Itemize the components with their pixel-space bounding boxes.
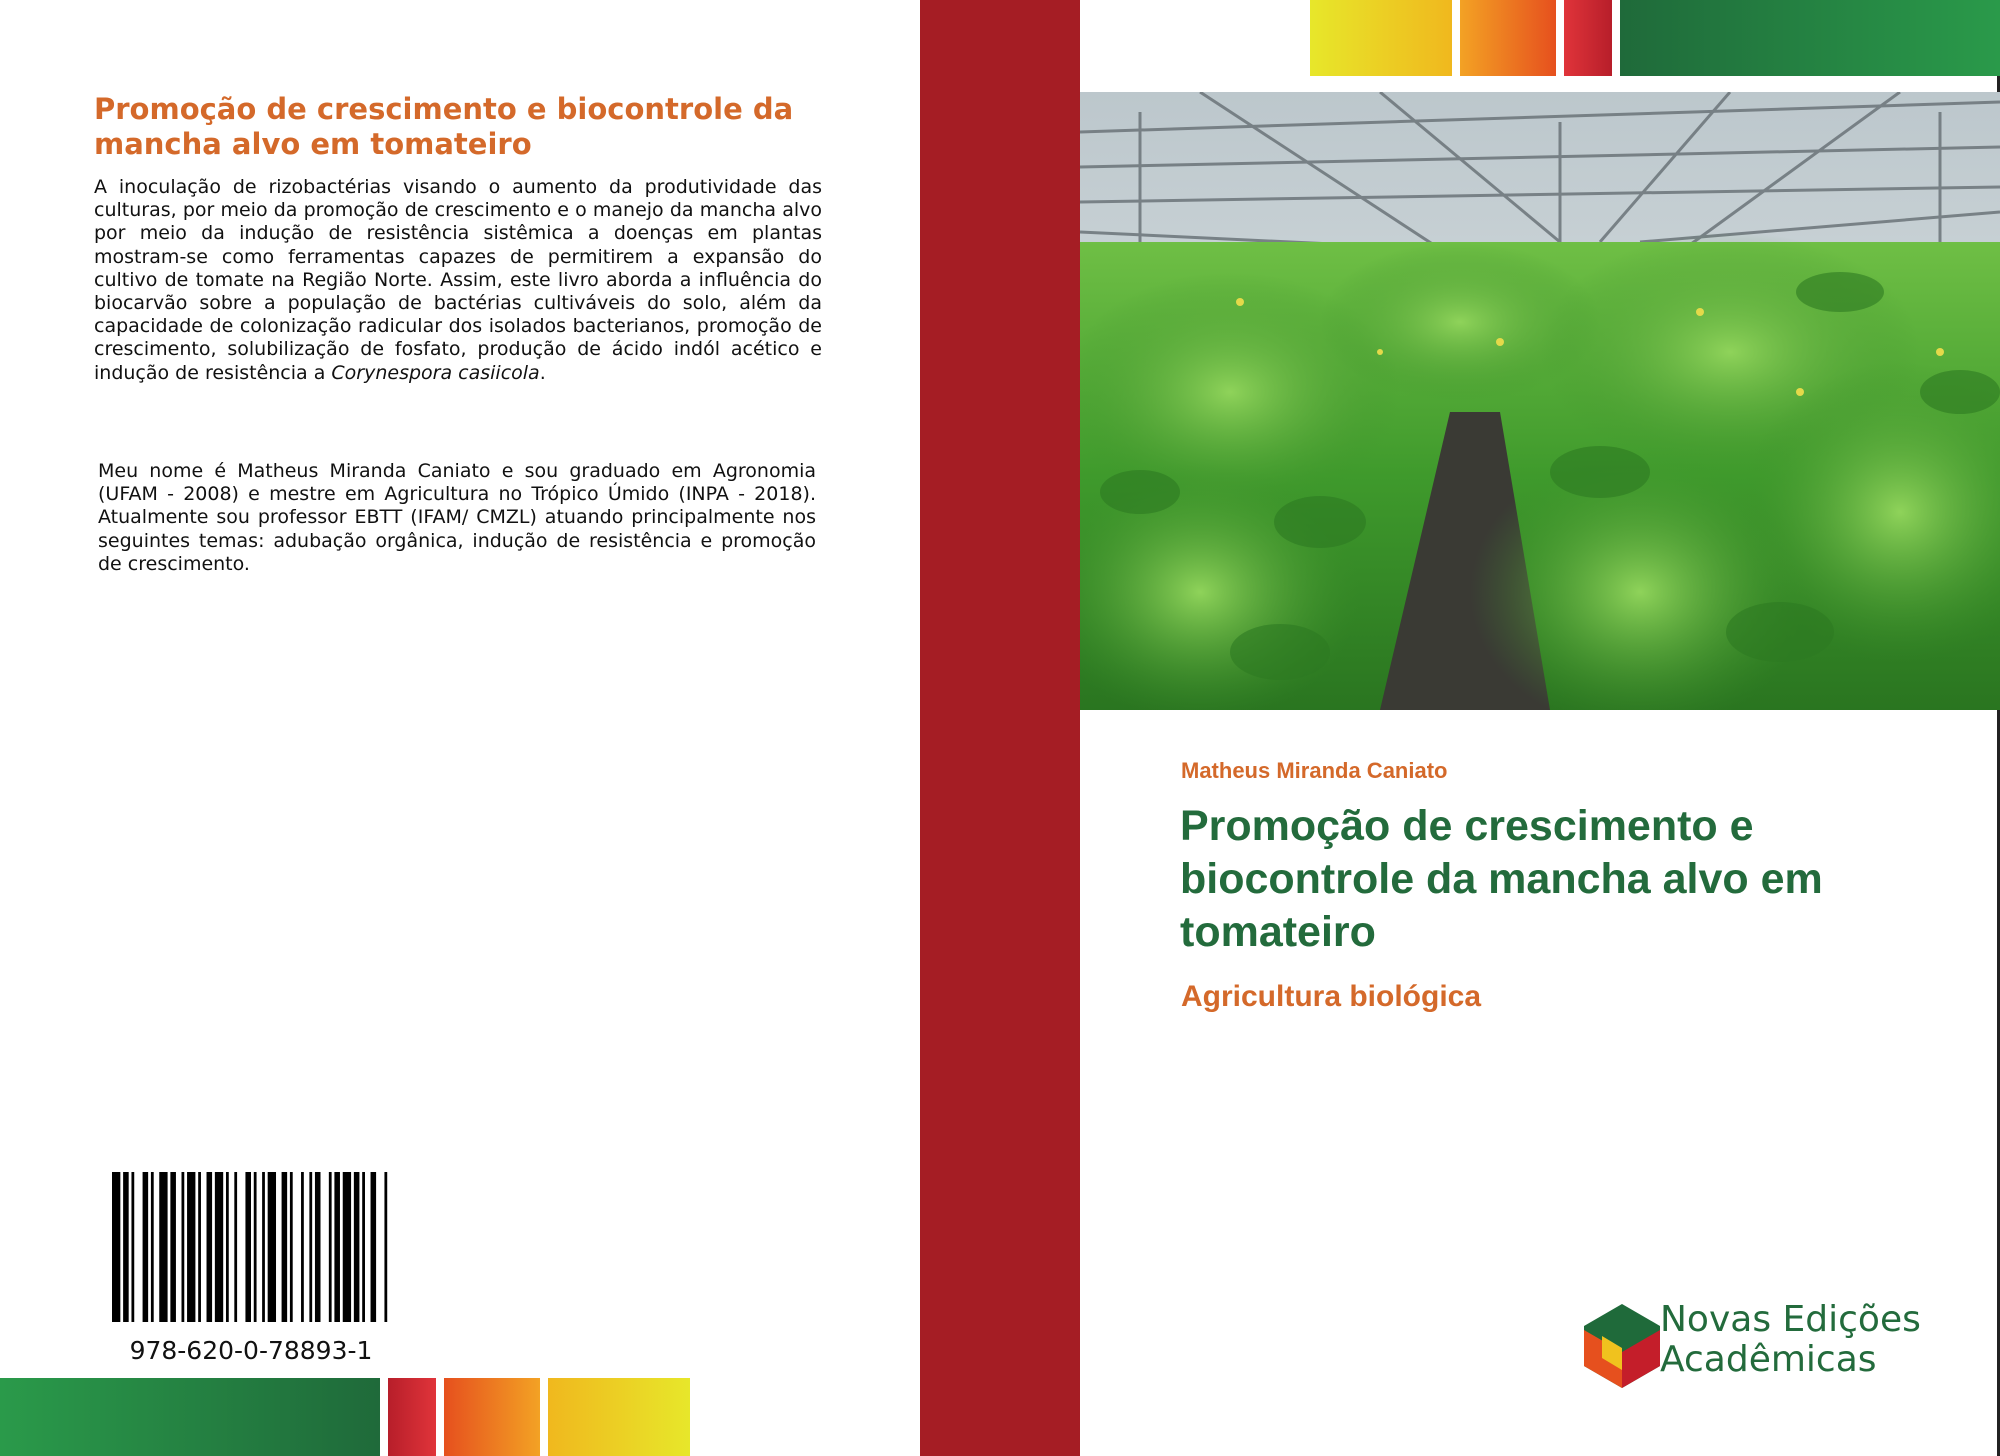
barcode-bar	[143, 1172, 149, 1322]
barcode-bar	[343, 1172, 351, 1322]
greenhouse-photo	[1080, 92, 2000, 710]
publisher-name-line1: Novas Edições	[1660, 1299, 1921, 1340]
barcode-bar	[290, 1172, 293, 1322]
book-spine	[920, 0, 1080, 1456]
barcode-bar	[309, 1172, 312, 1322]
barcode-bar	[329, 1172, 332, 1322]
publisher-logo-icon	[1572, 1300, 1672, 1390]
barcode-bar	[131, 1172, 134, 1322]
barcode-bar	[362, 1172, 365, 1322]
barcode-bar	[301, 1172, 304, 1322]
back-color-strip	[0, 1378, 690, 1456]
barcode-bar	[282, 1172, 288, 1322]
barcode-bar	[182, 1172, 185, 1322]
barcode-bar	[112, 1172, 120, 1322]
species-name: Corynespora casiicola	[331, 361, 540, 384]
front-subtitle: Agricultura biológica	[1181, 980, 1482, 1013]
barcode-bar	[262, 1172, 265, 1322]
barcode-bar	[151, 1172, 154, 1322]
barcode-bar	[334, 1172, 340, 1322]
barcode-bar	[215, 1172, 223, 1322]
isbn-number: 978-620-0-78893-1	[129, 1336, 373, 1365]
strip-orange	[1460, 0, 1556, 76]
back-cover-title: Promoção de crescimento e biocontrole da mancha alvo em tomateiro	[94, 92, 794, 161]
strip-green	[1620, 0, 2000, 76]
author-bio: Meu nome é Matheus Miranda Caniato e sou graduado em Agronomia (UFAM - 2008) e mestre em Agricultura no Trópico Úmido (INPA - 2018). Atualmente sou professor EBTT (IFAM/ CMZL) atuando principalmente nos seguintes temas: adubação orgânica, indução de resistência e promoção de crescimento.	[98, 460, 816, 575]
front-title: Promoção de crescimento e biocontrole da mancha alvo em tomateiro	[1180, 802, 1823, 956]
barcode-bar	[123, 1172, 129, 1322]
strip-red	[1564, 0, 1612, 76]
barcode-bar	[187, 1172, 195, 1322]
strip-yellow	[548, 1378, 690, 1456]
publisher-name-line2: Acadêmicas	[1660, 1339, 1877, 1380]
barcode-bar	[245, 1172, 251, 1322]
strip-green	[0, 1378, 380, 1456]
barcode-bar	[268, 1172, 276, 1322]
description-end: .	[539, 361, 546, 384]
front-author: Matheus Miranda Caniato	[1181, 758, 1448, 783]
barcode-bar	[315, 1172, 321, 1322]
barcode-bar	[234, 1172, 237, 1322]
barcode-bar	[371, 1172, 377, 1322]
barcode-bar	[226, 1172, 229, 1322]
strip-orange	[444, 1378, 540, 1456]
barcode-bar	[207, 1172, 213, 1322]
barcode-bar	[354, 1172, 360, 1322]
barcode-bar	[159, 1172, 167, 1322]
description-text: A inoculação de rizobactérias visando o aumento da produtividade das culturas, por meio da promoção de crescimento e o manejo da mancha alvo por meio da indução de resistência sistêmica a doenças em plantas mostram-se como ferramentas capazes de permitirem a expansão do cultivo de tomate na Região Norte. Assim, este livro aborda a influência do biocarvão sobre a população de bactérias cultiváveis do solo, além da capacidade de colonização radicular dos isolados bacterianos, promoção de crescimento, solubilização de fosfato, produção de ácido indól acético e indução de resistência a	[94, 176, 822, 384]
barcode	[112, 1172, 390, 1322]
strip-red	[388, 1378, 436, 1456]
back-cover-description	[94, 176, 822, 385]
strip-yellow	[1310, 0, 1452, 76]
barcode-bar	[254, 1172, 257, 1322]
publisher-name	[1660, 1300, 1921, 1380]
barcode-bar	[384, 1172, 387, 1322]
barcode-bar	[198, 1172, 201, 1322]
front-color-strip	[1310, 0, 2000, 76]
barcode-bar	[170, 1172, 176, 1322]
